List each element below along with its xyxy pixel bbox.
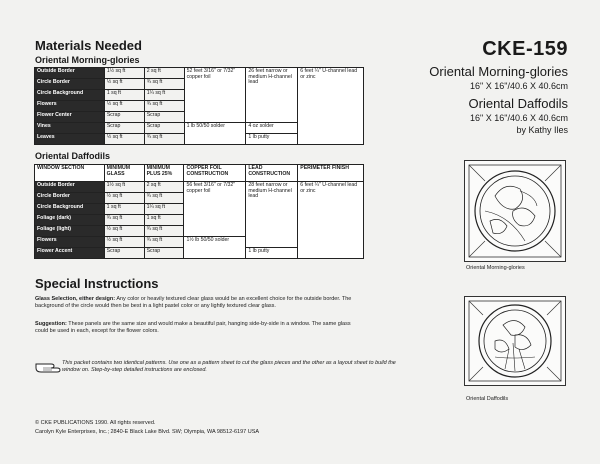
row-label: Foliage (light): [35, 226, 105, 237]
plus-cell: 1¼ sq ft: [144, 204, 184, 215]
table-header-row: [35, 165, 364, 182]
solder-cell: 1 lb 50/50 solder: [184, 123, 246, 145]
row-label: Circle Border: [35, 193, 105, 204]
solder-cell: 1½ lb 50/50 solder: [184, 237, 246, 259]
thumbnail1-caption: Oriental Morning-glories: [466, 265, 525, 271]
pattern2-size: 16" X 16"/40.6 X 40.6cm: [470, 113, 568, 123]
morning-glories-thumbnail: [464, 160, 566, 262]
column-header: MINIMUM GLASS: [104, 165, 144, 182]
special-instructions-title: Special Instructions: [35, 276, 159, 291]
row-label: Flowers: [35, 101, 105, 112]
column-header: LEAD CONSTRUCTION: [246, 165, 298, 182]
plus-cell: ¾ sq ft: [144, 237, 184, 248]
plus-cell: Scrap: [144, 112, 184, 123]
putty-cell: 1 lb putty: [246, 248, 298, 259]
min-glass-cell: ½ sq ft: [104, 101, 144, 112]
min-glass-cell: ¾ sq ft: [104, 215, 144, 226]
packet-note: This packet contains two identical patterns. Use one as a pattern sheet to cut the glass pieces and the other as a layout sheet to build the window on. Step-by-step detailed instructions are enclosed.: [62, 360, 396, 374]
plus-cell: Scrap: [144, 123, 184, 134]
pattern-code: CKE-159: [482, 38, 568, 60]
pattern1-size: 16" X 16"/40.6 X 40.6cm: [470, 81, 568, 91]
finish-cell: 6 feet ¼" U-channel lead or zinc: [298, 182, 364, 259]
special-paragraph-1: [35, 296, 365, 310]
row-label: Circle Background: [35, 90, 105, 101]
section2-title: Oriental Daffodils: [35, 151, 111, 161]
row-label: Vines: [35, 123, 105, 134]
min-glass-cell: ½ sq ft: [104, 226, 144, 237]
lead-cell: 26 feet narrow or medium H-channel lead: [246, 68, 298, 123]
table-row: [35, 182, 364, 193]
plus-cell: ¾ sq ft: [144, 193, 184, 204]
paragraph-1-label: Glass Selection, either design:: [35, 296, 116, 302]
publisher-address: Carolyn Kyle Enterprises, Inc.; 2840-E Black Lake Blvd. SW; Olympia, WA 98512-6197 USA: [35, 429, 260, 435]
daffodils-pattern-drawing: [465, 297, 565, 385]
paragraph-1-text: Any color or heavily textured clear glass would be an excellent choice for the outside border. The background of the circle would then be best in a light pastel color or any lightly textured clear glass.: [35, 296, 352, 310]
row-label: Flowers: [35, 237, 105, 248]
plus-cell: 1¼ sq ft: [144, 90, 184, 101]
morning-glories-pattern-drawing: [465, 161, 565, 261]
materials-title: Materials Needed: [35, 38, 142, 53]
row-label: Circle Background: [35, 204, 105, 215]
plus-cell: 1 sq ft: [144, 215, 184, 226]
plus-cell: ¾ sq ft: [144, 79, 184, 90]
min-glass-cell: ½ sq ft: [104, 193, 144, 204]
row-label: Circle Border: [35, 79, 105, 90]
pattern2-title: Oriental Daffodils: [468, 96, 568, 111]
row-label: Outside Border: [35, 182, 105, 193]
plus-cell: ¾ sq ft: [144, 134, 184, 145]
min-glass-cell: ½ sq ft: [104, 134, 144, 145]
daffodils-thumbnail: [464, 296, 566, 386]
section1-title: Oriental Morning-glories: [35, 55, 140, 65]
column-header: WINDOW SECTION: [35, 165, 105, 182]
min-glass-cell: Scrap: [104, 123, 144, 134]
plus-cell: 2 sq ft: [144, 182, 184, 193]
column-header: PERIMETER FINISH: [298, 165, 364, 182]
table-row: [35, 68, 364, 79]
lead-cell: 28 feet narrow or medium H-channel lead: [246, 182, 298, 248]
column-header: COPPER FOIL CONSTRUCTION: [184, 165, 246, 182]
min-glass-cell: 1 sq ft: [104, 90, 144, 101]
min-glass-cell: ½ sq ft: [104, 79, 144, 90]
row-label: Foliage (dark): [35, 215, 105, 226]
special-paragraph-2: [35, 321, 365, 335]
foil-cell: 52 feet 3/16" or 7/32" copper foil: [184, 68, 246, 123]
plus-cell: ¾ sq ft: [144, 226, 184, 237]
pattern1-title: Oriental Morning-glories: [429, 64, 568, 79]
min-glass-cell: 1½ sq ft: [104, 68, 144, 79]
thumbnail2-caption: Oriental Daffodils: [466, 396, 509, 402]
min-glass-cell: ½ sq ft: [104, 237, 144, 248]
paragraph-2-label: Suggestion:: [35, 321, 67, 327]
column-header: MINIMUM PLUS 25%: [144, 165, 184, 182]
foil-cell: 56 feet 3/16" or 7/32" copper foil: [184, 182, 246, 237]
plus-cell: Scrap: [144, 248, 184, 259]
plus-cell: ¾ sq ft: [144, 101, 184, 112]
lead-solder-cell: 4 oz solder: [246, 123, 298, 134]
putty-cell: 1 lb putty: [246, 134, 298, 145]
plus-cell: 2 sq ft: [144, 68, 184, 79]
row-label: Flower Center: [35, 112, 105, 123]
row-label: Flower Accent: [35, 248, 105, 259]
min-glass-cell: Scrap: [104, 112, 144, 123]
row-label: Outside Border: [35, 68, 105, 79]
paragraph-2-text: These panels are the same size and would make a beautiful pair, hanging side-by-side in a window. The same glass could be used in each, except for the flower colors.: [35, 321, 351, 335]
min-glass-cell: Scrap: [104, 248, 144, 259]
min-glass-cell: 1 sq ft: [104, 204, 144, 215]
materials-table-morning-glories: [34, 67, 364, 145]
copyright-line: © CKE PUBLICATIONS 1990. All rights reserved.: [35, 420, 156, 426]
materials-table-daffodils: [34, 164, 364, 259]
min-glass-cell: 1½ sq ft: [104, 182, 144, 193]
hand-pointer-icon: [35, 360, 63, 374]
author: by Kathy Iles: [516, 125, 568, 135]
finish-cell: 6 feet ¼" U-channel lead or zinc: [298, 68, 364, 145]
row-label: Leaves: [35, 134, 105, 145]
